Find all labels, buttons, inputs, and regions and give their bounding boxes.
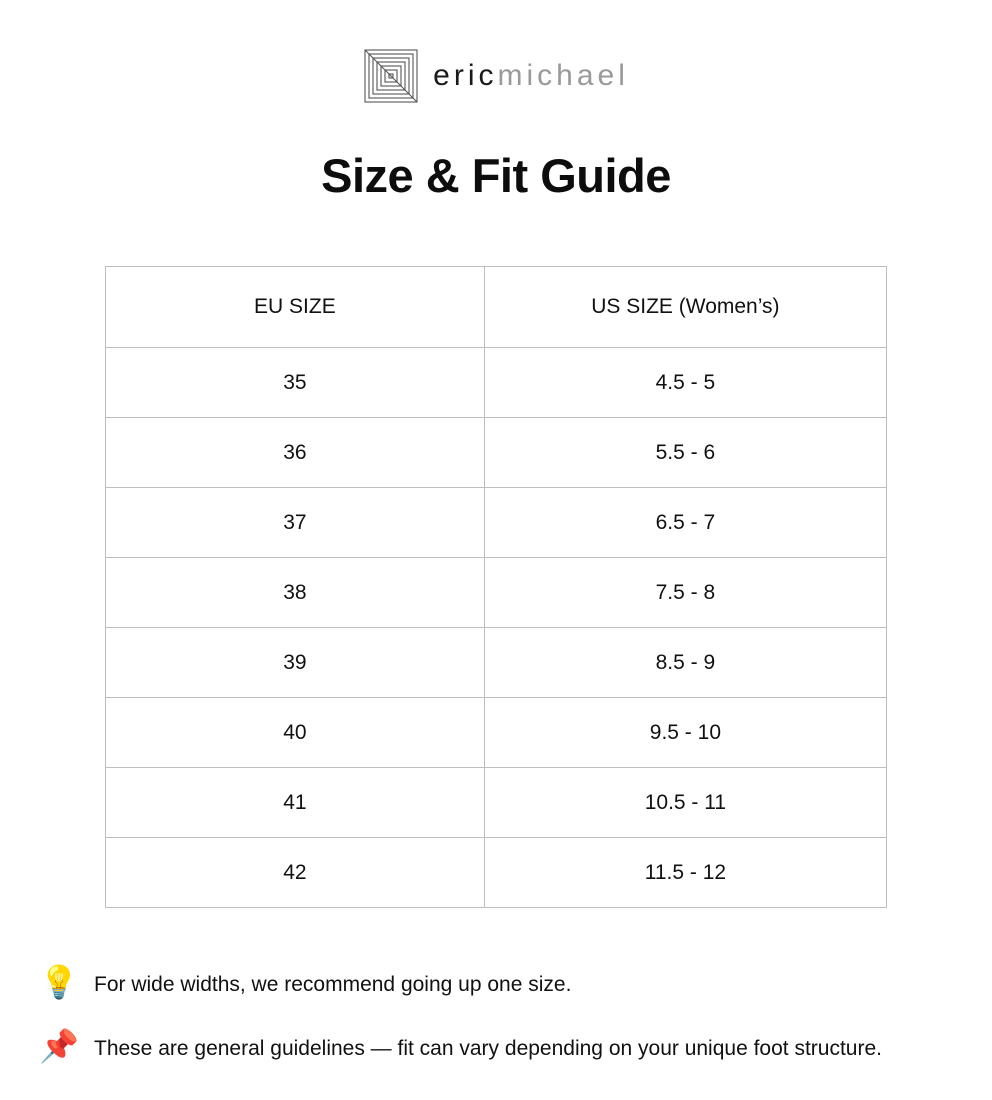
- table-row: [106, 488, 887, 558]
- note-text: These are general guidelines — fit can vary depending on your unique foot structure.: [94, 1037, 882, 1060]
- table-header-row: [106, 267, 887, 348]
- column-header-eu-size: EU SIZE: [106, 267, 485, 348]
- column-header-us-size: US SIZE (Women’s): [484, 267, 886, 348]
- cell-us-size: 6.5 - 7: [484, 488, 886, 558]
- table-row: [106, 838, 887, 908]
- cell-us-size: 8.5 - 9: [484, 628, 886, 698]
- table-body: [106, 348, 887, 908]
- table-row: [106, 558, 887, 628]
- brand-header: [0, 0, 992, 104]
- concentric-squares-logo-icon: [363, 48, 419, 104]
- cell-eu-size: 38: [106, 558, 485, 628]
- cell-us-size: 11.5 - 12: [484, 838, 886, 908]
- size-table-container: [105, 266, 887, 908]
- table-row: [106, 698, 887, 768]
- cell-eu-size: 40: [106, 698, 485, 768]
- size-conversion-table: [105, 266, 887, 908]
- notes-section: [0, 964, 992, 1072]
- cell-us-size: 4.5 - 5: [484, 348, 886, 418]
- note-text: For wide widths, we recommend going up one size.: [94, 973, 572, 996]
- cell-eu-size: 36: [106, 418, 485, 488]
- pushpin-icon: 📌: [39, 1028, 79, 1064]
- cell-us-size: 10.5 - 11: [484, 768, 886, 838]
- lightbulb-icon: 💡: [39, 964, 79, 1000]
- table-row: [106, 628, 887, 698]
- brand-name-primary: eric: [433, 59, 498, 92]
- cell-eu-size: 35: [106, 348, 485, 418]
- cell-us-size: 9.5 - 10: [484, 698, 886, 768]
- note-wide-widths: [38, 964, 954, 1008]
- brand-name-secondary: michael: [497, 59, 629, 92]
- note-general-guidelines: [38, 1028, 954, 1072]
- cell-eu-size: 39: [106, 628, 485, 698]
- table-row: [106, 348, 887, 418]
- table-row: [106, 418, 887, 488]
- cell-us-size: 7.5 - 8: [484, 558, 886, 628]
- brand-wordmark: [433, 59, 629, 93]
- cell-eu-size: 42: [106, 838, 485, 908]
- page-title: Size & Fit Guide: [321, 149, 671, 202]
- cell-us-size: 5.5 - 6: [484, 418, 886, 488]
- table-row: [106, 768, 887, 838]
- cell-eu-size: 41: [106, 768, 485, 838]
- cell-eu-size: 37: [106, 488, 485, 558]
- table-header: [106, 267, 887, 348]
